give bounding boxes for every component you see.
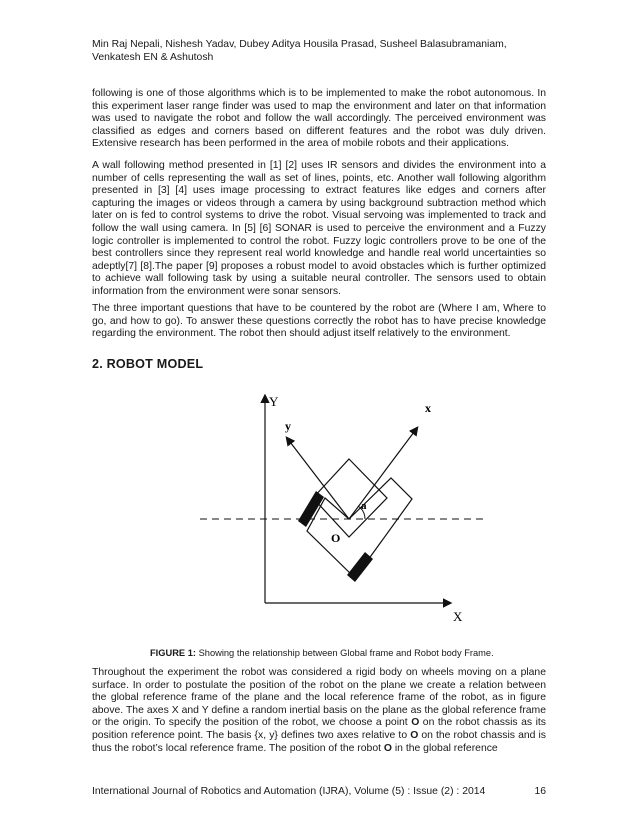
label-a: a xyxy=(361,500,367,512)
paragraph-5-part-b: on the robot chassis as its position reference point. The basis {x, y} defines two axes relative to xyxy=(92,717,546,741)
section-heading: 2. ROBOT MODEL xyxy=(92,357,204,371)
paragraph-5-part-a: Throughout the experiment the robot was considered a rigid body on wheels moving on a plane surface. In order to postulate the position of the robot on the plane we create a relation between the global reference frame of the plane and the local reference frame of the robot, as in figure above. The axes X and Y define a random inertial basis on the plane as the global reference frame or the origin. To specify the position of the robot, we choose a point xyxy=(92,667,546,729)
paragraph-5-part-d: in the global reference xyxy=(391,742,498,754)
left-wheel xyxy=(298,491,324,527)
paragraph-1: following is one of those algorithms which is to be implemented to make the robot autonomous. In this experiment laser range finder was used to map the environment and later on that information was used to navigate the robot and follow the wall accordingly. The perceived environment was classified as edges and corners based on different features and the robot was duly driven. Extensive research has been performed in the area of mobile robots and their applications. xyxy=(92,88,546,150)
figure-caption xyxy=(150,647,550,659)
label-O: O xyxy=(331,531,341,545)
footer-journal: International Journal of Robotics and Automation (IJRA), Volume (5) : Issue (2) : 2014 xyxy=(92,786,486,797)
figure-caption-text: Showing the relationship between Global frame and Robot body Frame. xyxy=(195,648,494,658)
figure-caption-label: FIGURE 1: xyxy=(150,648,196,658)
paragraph-2: A wall following method presented in [1] [2] uses IR sensors and divides the environment into a number of cells representing the wall as set of lines, points, etc. Another wall following algorithm presented in [3] [4] uses image processing to extract features like edges and corners after capturing the images or videos through a camera by using background subtraction method which later on is fed to control systems to drive the robot. Visual servoing was implemented to track and follow the wall using camera. In [5] [6] SONAR is used to perceive the environment and a Fuzzy logic controller is implemented to control the robot. Fuzzy logic controllers prove to be one of the best controllers since they represent real world knowledge and handle real world uncertainties so adeptly[7] [8].The paper [9] proposes a robust model to avoid obstacles which is further optimized to achieve wall following task by using a suitable neural controller. The sensors used to obtain information from the environment were sonar sensors. xyxy=(92,160,546,297)
paragraph-5-part-c: on the robot chassis and is thus the robot’s local reference frame. The position of the robot xyxy=(92,729,546,754)
page-number: 16 xyxy=(534,786,546,797)
label-x: x xyxy=(425,401,431,415)
page-footer xyxy=(92,786,546,798)
paragraph-5-bold-o1: O xyxy=(411,717,420,729)
robot-model-figure xyxy=(195,388,495,628)
paragraph-5 xyxy=(92,667,546,755)
running-header: Min Raj Nepali, Nishesh Yadav, Dubey Aditya Housila Prasad, Susheel Balasubramaniam, Venkatesh EN & Ashutosh xyxy=(92,39,507,63)
label-X: X xyxy=(453,609,463,624)
right-wheel xyxy=(347,552,373,582)
paragraph-5-bold-o3: O xyxy=(383,742,392,754)
paragraph-3: The three important questions that have to be countered by the robot are (Where I am, Where to go, and how to go). To answer these questions correctly the robot has to have precise knowledge regarding the environment. The robot then should adjust itself relatively to the environment. xyxy=(92,303,546,340)
label-y: y xyxy=(285,419,291,433)
robot-body xyxy=(313,459,387,537)
paragraph-5-bold-o2: O xyxy=(410,729,419,741)
label-Y: Y xyxy=(269,394,279,409)
